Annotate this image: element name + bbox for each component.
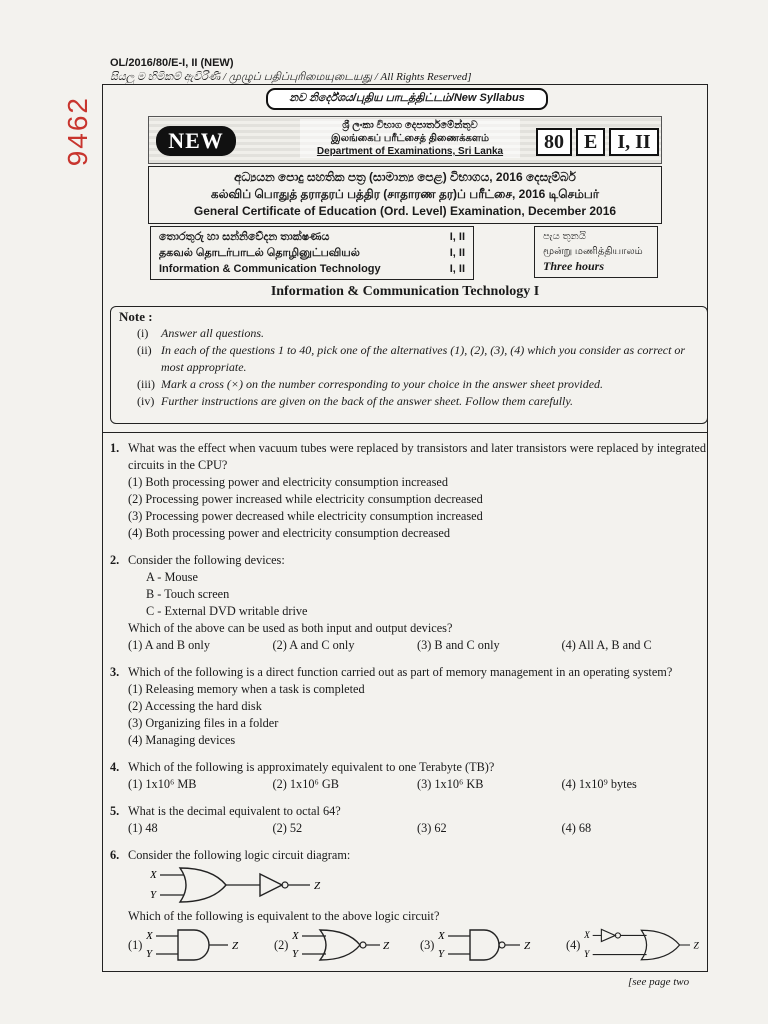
exam-title-english: General Certificate of Education (Ord. Level) Examination, December 2016 (193, 204, 617, 218)
option-number: (4) (566, 937, 581, 952)
subject-parts-2: I, II (449, 247, 465, 259)
option: (1) A and B only (128, 638, 210, 652)
label-z: Z (232, 940, 239, 952)
option: (2) Accessing the hard disk (128, 699, 262, 713)
question-text: Consider the following logic circuit diagram: (128, 848, 351, 862)
note-num: (iii) (137, 377, 155, 391)
label-x: X (146, 930, 154, 942)
circuit-options (128, 925, 706, 965)
option: (2) 52 (272, 821, 303, 835)
dept-tamil: இலங்கைப் பரீட்சைத் திணைக்களம் (331, 133, 489, 144)
circuit-option-1 (128, 927, 266, 963)
label-x: X (584, 930, 591, 942)
option: (1) Both processing power and electricity consumption increased (128, 475, 448, 489)
circuit-option-3 (420, 927, 558, 963)
options-row (128, 776, 706, 793)
label-x: X (292, 930, 300, 942)
paper-code: OL/2016/80/E-I, II (NEW) (110, 57, 234, 69)
note-text: In each of the questions 1 to 40, pick one of the alternatives (1), (2), (3), (4) which you consider as correct or most appropriate. (161, 343, 686, 374)
option: (1) 1x10⁶ MB (128, 777, 197, 791)
time-sinhala: පැය තුනයි (543, 231, 586, 242)
question-3 (110, 664, 706, 749)
note-item (137, 376, 699, 393)
note-box (110, 306, 708, 424)
dept-sinhala: ශ්‍රී ලංකා විභාග දෙපාර්තමේන්තුව (342, 120, 478, 131)
nand-gate-icon (438, 927, 548, 963)
note-num: (ii) (137, 343, 152, 357)
subject-parts-1: I, II (449, 231, 465, 243)
label-x: X (438, 930, 446, 942)
handwritten-number: 9462 (62, 96, 93, 167)
department-name (300, 119, 520, 158)
option: (4) All A, B and C (561, 638, 652, 652)
code-parts: I, II (609, 128, 658, 156)
option: (3) B and C only (417, 638, 500, 652)
logic-circuit-diagram (150, 864, 706, 908)
option: (4) Both processing power and electricity consumption decreased (128, 526, 451, 540)
rights-notice: සියලු ම හිමිකම් ඇවිරිණි / முழுப் பதிப்புரிமையுடையது / All Rights Reserved] (110, 71, 472, 83)
dept-english: Department of Examinations, Sri Lanka (316, 146, 504, 157)
options-row (128, 820, 706, 837)
option-number: (3) (420, 937, 435, 952)
option: (3) 1x10⁶ KB (417, 777, 484, 791)
label-y: Y (146, 948, 153, 960)
subject-tamil: தகவல் தொடர்பாடல் தொழினுட்பவியல் (159, 247, 360, 259)
circuit-option-4 (566, 925, 706, 965)
code-number: 80 (536, 128, 572, 156)
new-badge: NEW (156, 126, 236, 156)
label-z: Z (383, 940, 390, 952)
option-number: (1) (128, 937, 143, 952)
question-text: Which of the following is a direct function carried out as part of memory management in an operating system? (128, 665, 673, 679)
note-text: Further instructions are given on the back of the answer sheet. Follow them carefully. (161, 394, 574, 408)
option: (2) 1x10⁶ GB (272, 777, 339, 791)
label-y: Y (150, 889, 157, 901)
time-box (534, 226, 658, 278)
question-6 (110, 847, 706, 965)
note-item (137, 325, 699, 342)
label-z: Z (314, 880, 321, 892)
question-subtext: Which of the following is equivalent to the above logic circuit? (128, 909, 440, 923)
or-gate-icon (180, 868, 226, 902)
label-y: Y (292, 948, 299, 960)
not-or-gate-icon (584, 925, 706, 965)
note-text: Mark a cross (×) on the number corresponding to your choice in the answer sheet provided. (161, 377, 604, 391)
option: (2) A and C only (272, 638, 355, 652)
note-text: Answer all questions. (161, 326, 265, 340)
separator (102, 432, 708, 433)
paper-code-box (536, 128, 659, 156)
code-letter: E (576, 128, 605, 156)
question-number: 2. (110, 553, 120, 567)
label-y: Y (438, 948, 445, 960)
subject-english: Information & Communication Technology (159, 263, 381, 275)
subject-box (150, 226, 474, 280)
nor-gate-icon (292, 927, 402, 963)
question-subtext: Which of the above can be used as both input and output devices? (128, 621, 453, 635)
question-text: Consider the following devices: (128, 553, 285, 567)
circuit-option-2 (274, 927, 412, 963)
option: (4) 68 (561, 821, 592, 835)
device-item: A - Mouse (146, 570, 198, 584)
exam-title-sinhala: අධ්‍යයන පොදු සහතික පත්‍ර (සාමාන්‍ය පෙළ) විභාගය, 2016 දෙසැම්බර් (234, 170, 576, 184)
page-footer: [see page two (628, 976, 690, 988)
option: (4) Managing devices (128, 733, 236, 747)
subject-sinhala: තොරතුරු හා සන්නිවේදන තාක්ෂණය (159, 231, 330, 243)
question-number: 4. (110, 760, 120, 774)
label-z: Z (524, 940, 531, 952)
note-item (137, 342, 699, 376)
time-tamil: மூன்று மணித்தியாலம் (543, 246, 643, 257)
option: (3) Processing power decreased while electricity consumption increased (128, 509, 483, 523)
paper-title: Information & Communication Technology I (270, 284, 540, 299)
not-gate-icon (260, 874, 282, 896)
option: (2) Processing power increased while electricity consumption decreased (128, 492, 483, 506)
question-text: What is the decimal equivalent to octal 64? (128, 804, 341, 818)
question-number: 1. (110, 441, 120, 455)
question-1 (110, 440, 706, 542)
questions (110, 440, 706, 975)
option: (3) Organizing files in a folder (128, 716, 279, 730)
note-item (137, 393, 699, 410)
question-4 (110, 759, 706, 793)
question-number: 6. (110, 848, 120, 862)
label-x: X (150, 869, 157, 881)
option: (4) 1x10⁹ bytes (561, 777, 637, 791)
option: (3) 62 (417, 821, 447, 835)
label-z: Z (693, 940, 700, 952)
option: (1) Releasing memory when a task is completed (128, 682, 365, 696)
exam-title-tamil: கல்விப் பொதுத் தராதரப் பத்திர (சாதாரண தர)ப் பரீட்சை, 2016 டிசெம்பர் (210, 187, 600, 201)
question-text: Which of the following is approximately equivalent to one Terabyte (TB)? (128, 760, 495, 774)
subject-parts-3: I, II (449, 263, 465, 275)
device-item: B - Touch screen (146, 587, 230, 601)
question-2 (110, 552, 706, 654)
exam-title-box (148, 166, 662, 224)
question-number: 3. (110, 665, 120, 679)
option-number: (2) (274, 937, 289, 952)
syllabus-badge: නව නිර්දේශය/புதிய பாடத்திட்டம்/New Syllabus (266, 88, 548, 110)
and-gate-icon (146, 927, 256, 963)
question-text: What was the effect when vacuum tubes were replaced by transistors and later transistors were replaced by integrated circuits in the CPU? (128, 441, 706, 472)
question-number: 5. (110, 804, 120, 818)
label-y: Y (584, 949, 590, 961)
option: (1) 48 (128, 821, 158, 835)
question-5 (110, 803, 706, 837)
options-row (128, 637, 706, 654)
note-num: (iv) (137, 394, 155, 408)
note-num: (i) (137, 326, 149, 340)
note-label: Note : (119, 309, 153, 324)
time-english: Three hours (543, 259, 605, 273)
device-item: C - External DVD writable drive (146, 604, 308, 618)
or-not-circuit-icon (150, 864, 350, 908)
